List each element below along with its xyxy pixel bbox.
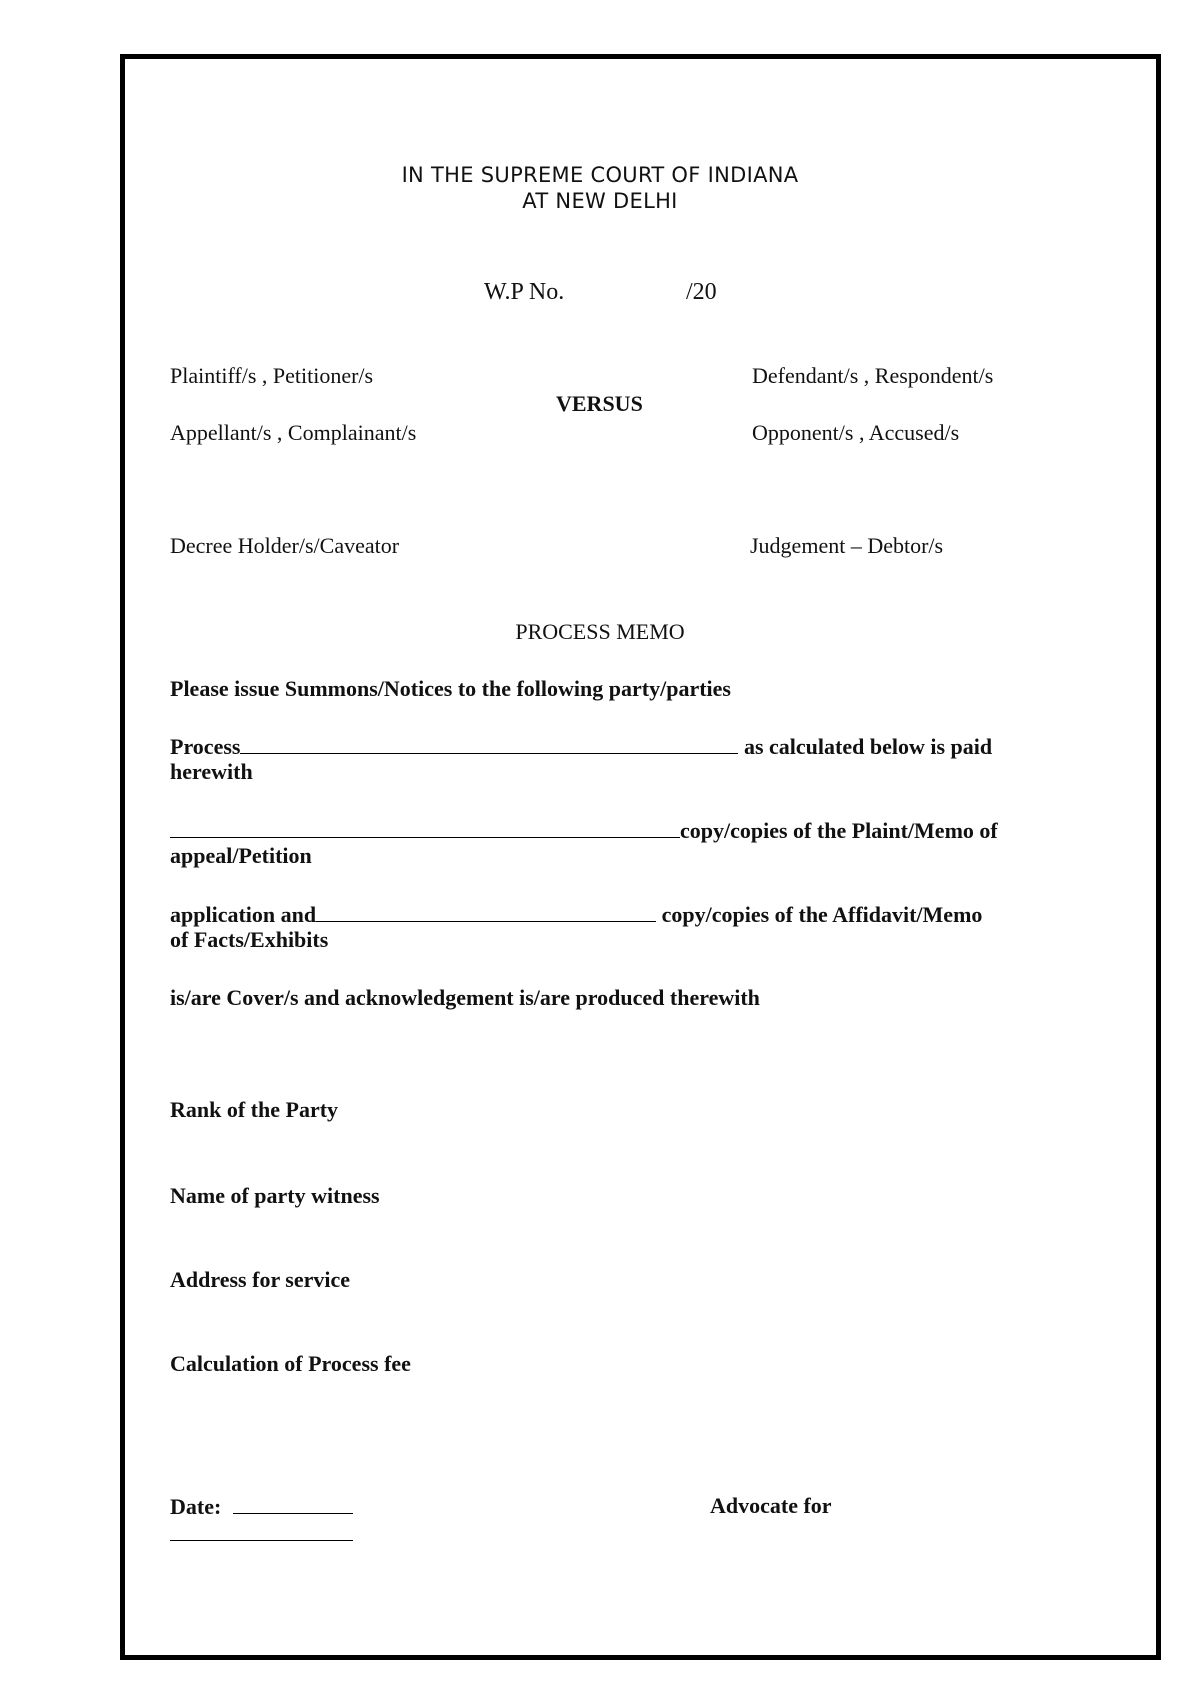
advocate-signature-blank[interactable] (170, 1540, 353, 1541)
application-line (170, 901, 982, 928)
process-blank[interactable] (240, 733, 738, 754)
process-line (170, 733, 992, 760)
process-label: Process (170, 734, 241, 759)
application-tail: copy/copies of the Affidavit/Memo (656, 902, 983, 927)
application-cont: of Facts/Exhibits (170, 927, 329, 952)
date-blank[interactable] (233, 1493, 353, 1514)
wp-number-label: W.P No. (484, 279, 565, 305)
process-cont: herewith (170, 759, 253, 784)
application-blank[interactable] (316, 901, 656, 922)
date-line (170, 1493, 353, 1520)
party-left-line1: Plaintiff/s , Petitioner/s (170, 363, 374, 388)
copies-cont: appeal/Petition (170, 843, 312, 868)
copies-tail: copy/copies of the Plaint/Memo of (680, 818, 998, 843)
versus-label: VERSUS (556, 391, 643, 416)
cover-line: is/are Cover/s and acknowledgement is/are produced therewith (170, 985, 760, 1010)
party-right-line1: Defendant/s , Respondent/s (752, 363, 994, 388)
party-right-line2: Opponent/s , Accused/s (752, 420, 960, 445)
date-label: Date: (170, 1494, 222, 1519)
party-left-line3: Decree Holder/s/Caveator (170, 533, 400, 558)
court-name: IN THE SUPREME COURT OF INDIANA (401, 163, 799, 187)
copies-line (170, 817, 998, 844)
rank-of-party-label: Rank of the Party (170, 1097, 339, 1122)
process-tail: as calculated below is paid (738, 734, 993, 759)
application-label: application and (170, 902, 317, 927)
party-right-line3: Judgement – Debtor/s (750, 533, 944, 558)
party-left-line2: Appellant/s , Complainant/s (170, 420, 417, 445)
advocate-for-label: Advocate for (710, 1493, 832, 1518)
memo-title: PROCESS MEMO (515, 619, 685, 644)
memo-request-line: Please issue Summons/Notices to the following party/parties (170, 676, 731, 701)
court-location: AT NEW DELHI (522, 189, 678, 213)
service-address-label: Address for service (170, 1267, 351, 1292)
copies-blank[interactable] (170, 817, 680, 838)
party-witness-label: Name of party witness (170, 1183, 380, 1208)
wp-year: /20 (686, 279, 717, 305)
process-fee-label: Calculation of Process fee (170, 1351, 411, 1376)
